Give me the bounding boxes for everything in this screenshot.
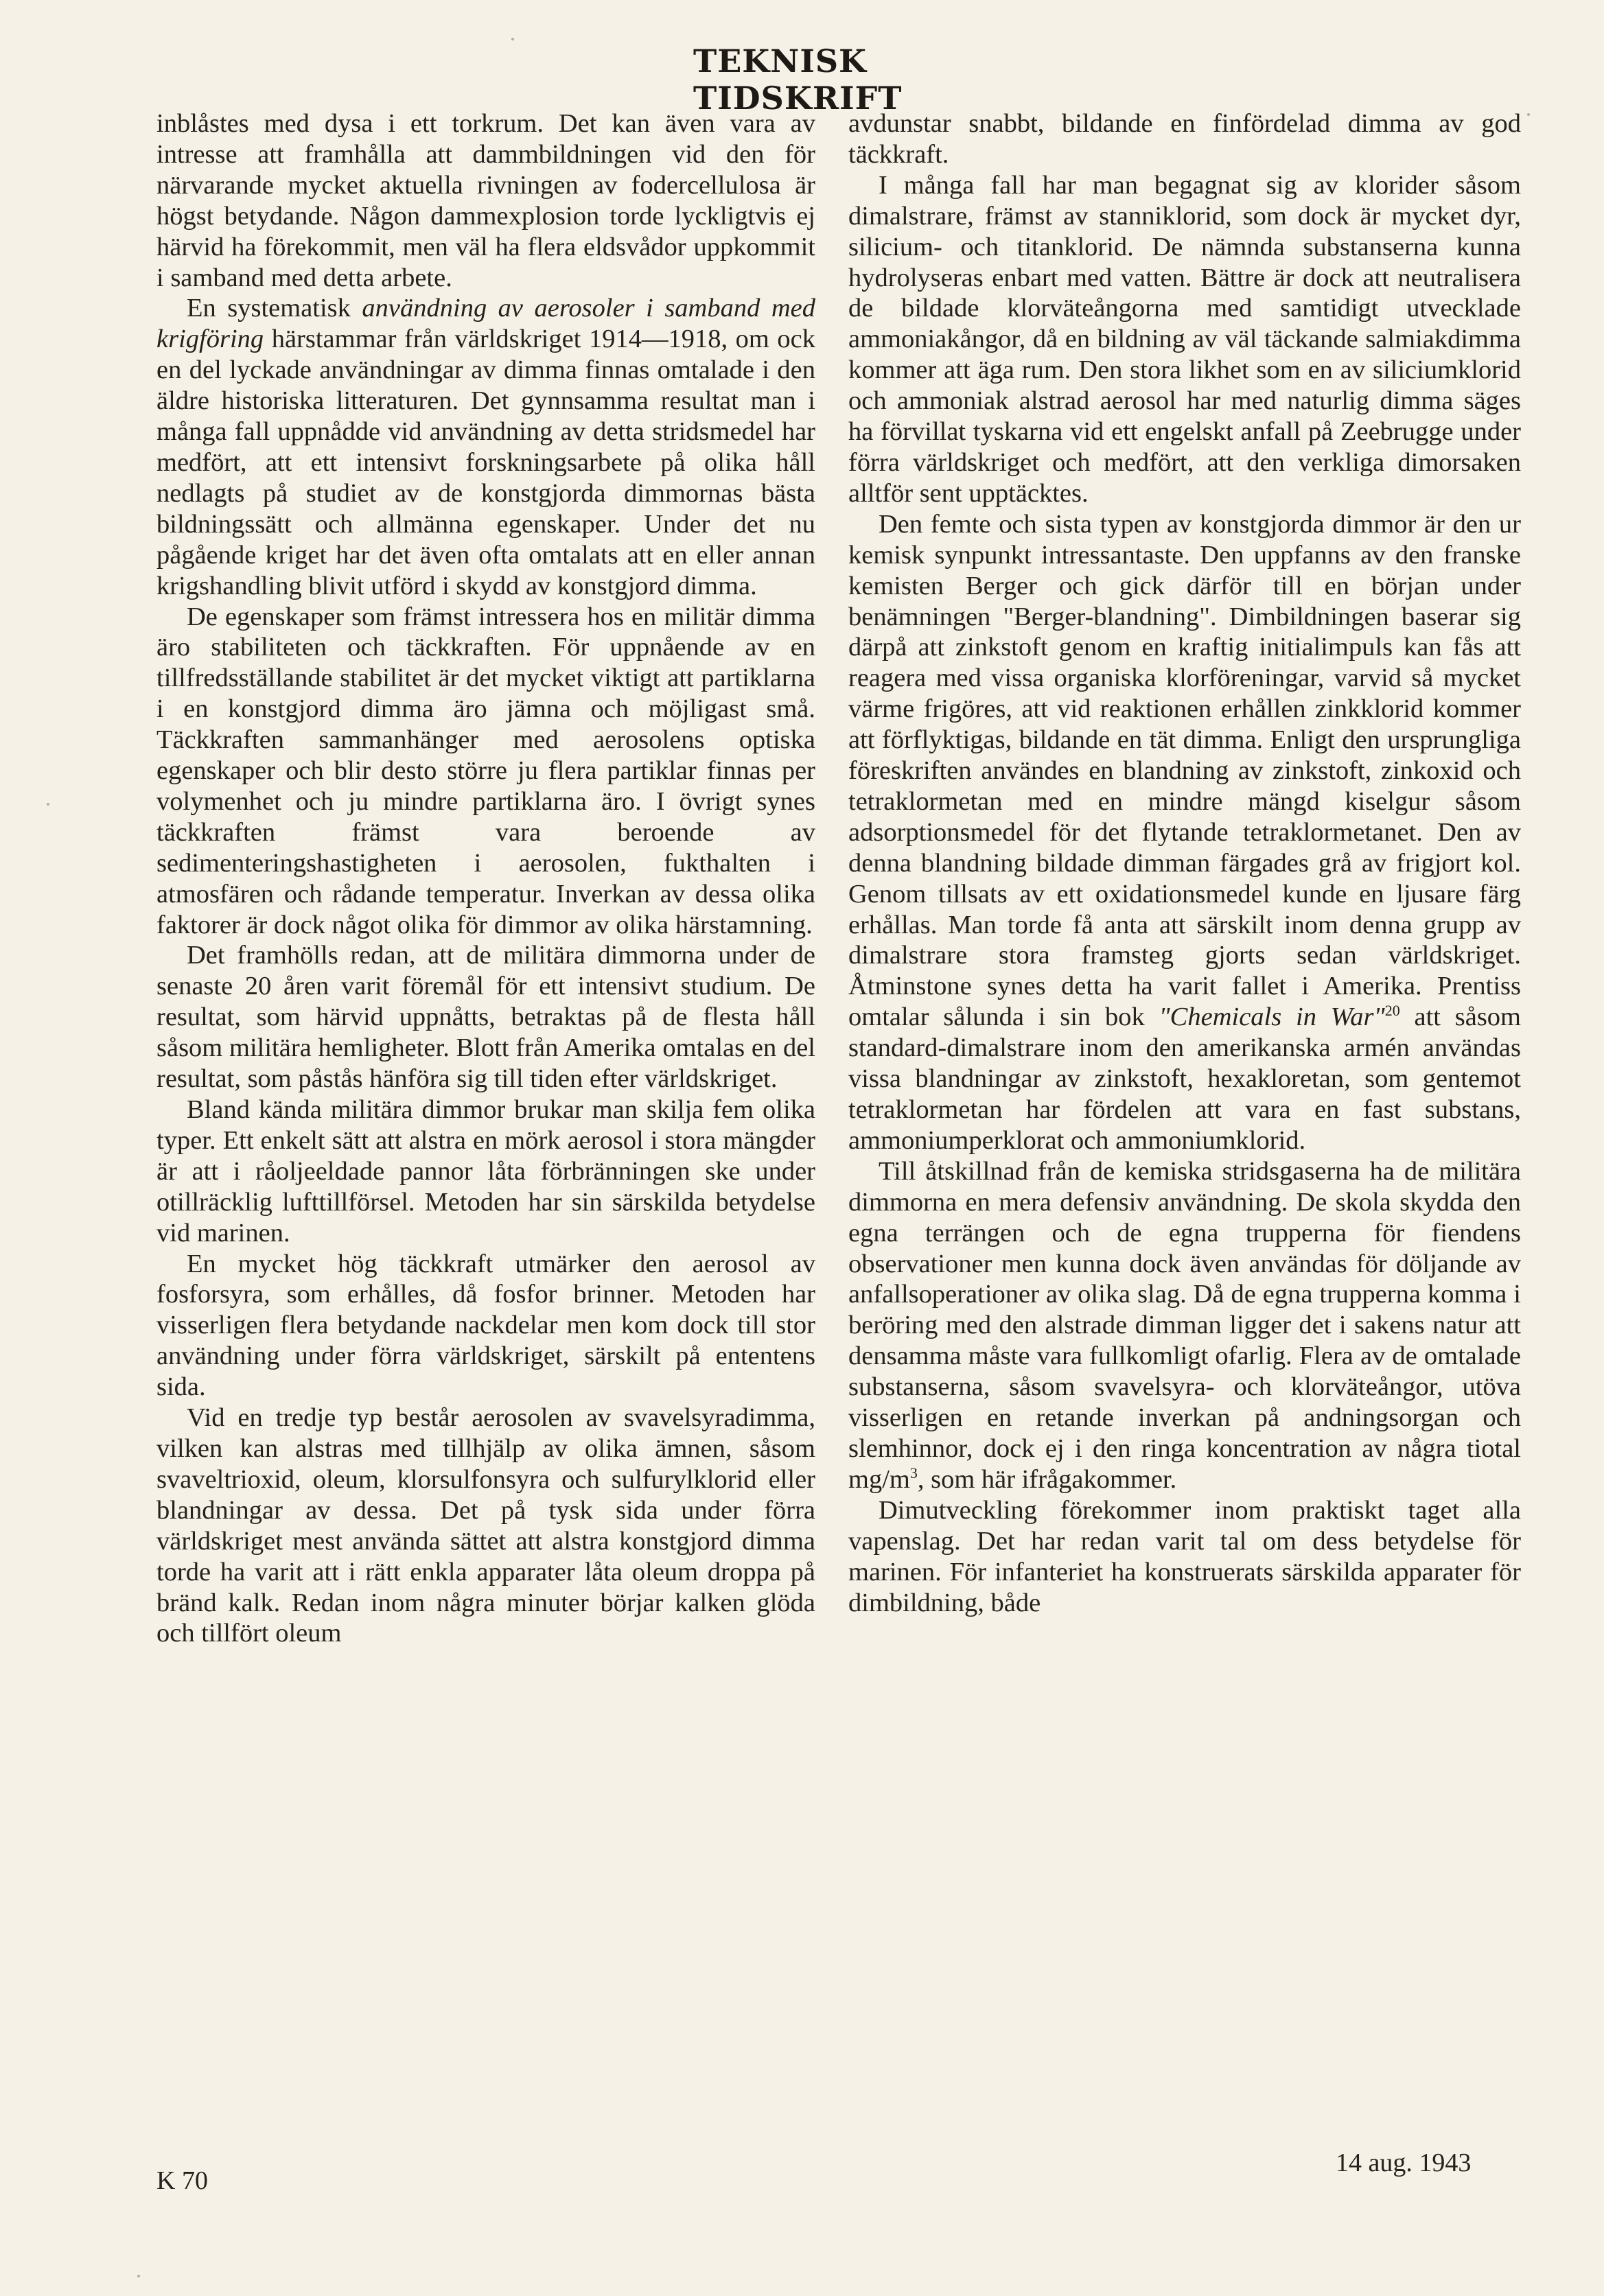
italic-phrase: användning av aerosoler i samband med krigföring xyxy=(156,294,815,354)
paragraph: Bland kända militära dimmor brukar man skilja fem olika typer. Ett enkelt sätt att alstra en mörk aerosol i stora mängder är att i råoljeeldade pannor låta förbränningen ske under otillräcklig lufttillförsel. Metoden har sin särskilda betydelse vid marinen. xyxy=(156,1095,815,1247)
running-header: TEKNISK TIDSKRIFT xyxy=(693,43,903,117)
scan-speck xyxy=(511,38,514,40)
paragraph: De egenskaper som främst intressera hos en militär dimma äro stabiliteten och täckkraften. För uppnående av en tillfredsställande stabilitet är det mycket viktigt att partiklarna i en konstgjord dimma äro jämna och möjligast små. Täckkraften sammanhänger med aerosolens optiska egenskaper och blir desto större ju flera partiklar finnas per volymenhet och ju mindre partiklarna äro. I övrigt synes täckkraften främst vara beroende av sedimenteringshastigheten i aerosolen, fukthalten i atmosfären och rådande temperatur. Inverkan av dessa olika faktorer är dock något olika för dimmor av olika härstamning. xyxy=(156,602,815,939)
paragraph xyxy=(848,1156,1521,1495)
scan-speck xyxy=(1527,113,1530,116)
text-run: härstammar från världskriget 1914—1918, om ock en del lyckade användningar av dimma finnas omtalade i den äldre historiska litteraturen. Det gynnsamma resultat man i många fall uppnådde vid användning av detta stridsmedel har medfört, att ett intensivt forskningsarbete på olika håll nedlagts på studiet av de konstgjorda dimmornas bästa bildningssätt och allmänna egenskaper. Under det nu pågående kriget har det även ofta omtalats att en eller annan krigshandling blivit utförd i skydd av konstgjord dimma. xyxy=(156,325,815,600)
footnote-ref: 20 xyxy=(1384,1002,1400,1020)
text-run: Den femte och sista typen av konstgjorda dimmor är den ur kemisk synpunkt intressantaste. Den uppfanns av den franske kemisten Berger och gick därför till en början under benämningen "Berger-blandning". Dimbildningen baserar sig därpå att zinkstoft genom en kraftig initialimpuls kan fås att reagera med vissa organiska klorföreningar, varvid så mycket värme frigöres, att vid reaktionen erhållen zinkklorid kommer att förflyktigas, bildande en tät dimma. Enligt den ursprungliga föreskriften användes en blandning av zinkstoft, zinkoxid och tetraklormetan med en mindre mängd kiselgur såsom adsorptionsmedel för det flytande tetraklormetanet. Den av denna blandning bildade dimman färgades grå av frigjort kol. Genom tillsats av ett oxidationsmedel kunde en ljusare färg erhållas. Man torde få anta att särskilt inom denna grupp av dimalstrare stora framsteg gjorts sedan världskriget. Åtminstone synes detta ha varit fallet i Amerika. Prentiss omtalar sålunda i sin bok xyxy=(848,509,1521,1032)
text-run: , som här ifrågakommer. xyxy=(917,1464,1177,1494)
paragraph xyxy=(156,293,815,601)
issue-date: 14 aug. 1943 xyxy=(1336,2148,1472,2177)
text-run: En systematisk xyxy=(187,294,362,323)
page-number: K 70 xyxy=(156,2166,208,2195)
paragraph: En mycket hög täckkraft utmärker den aerosol av fosforsyra, som erhålles, då fosfor brinner. Metoden har visserligen flera betydande nackdelar men kom dock till stor användning under förra världskriget, särskilt på ententens sida. xyxy=(156,1249,815,1402)
paragraph: inblåstes med dysa i ett torkrum. Det kan även vara av intresse att framhålla att dammbildningen vid den för närvarande mycket aktuella rivningen av fodercellulosa är högst betydande. Någon dammexplosion torde lyckligtvis ej härvid ha förekommit, men väl ha flera eldsvådor uppkommit i samband med detta arbete. xyxy=(156,109,815,292)
paragraph xyxy=(848,509,1521,1156)
paragraph: Dimutveckling förekommer inom praktiskt taget alla vapenslag. Det har redan varit tal om dess betydelse för marinen. För infanteriet ha konstruerats särskilda apparater för dimbildning, både xyxy=(848,1495,1521,1617)
paragraph: Det framhölls redan, att de militära dimmorna under de senaste 20 åren varit föremål för ett intensivt studium. De resultat, som härvid uppnåtts, betraktas på de flesta håll såsom militära hemligheter. Blott från Amerika omtalas en del resultat, som påstås hänföra sig till tiden efter världskriget. xyxy=(156,941,815,1094)
text-run: att såsom standard-dimalstrare inom den amerikanska armén användas vissa blandningar av zinkstoft, hexakloretan, som gentemot tetraklormetan har fördelen att vara en fast substans, ammoniumperklorat och ammoniumklorid. xyxy=(848,1003,1521,1155)
paragraph: avdunstar snabbt, bildande en finfördelad dimma av god täckkraft. xyxy=(848,109,1521,169)
superscript: 3 xyxy=(909,1464,918,1482)
paragraph: Vid en tredje typ består aerosolen av svavelsyradimma, vilken kan alstras med tillhjälp av olika ämnen, såsom svaveltrioxid, oleum, klorsulfonsyra och sulfurylklorid eller blandningar av dessa. Det på tysk sida under förra världskriget mest använda sättet att alstra konstgjord dimma torde ha varit att i rätt enkla apparater låta oleum droppa på bränd kalk. Redan inom några minuter börjar kalken glöda och tillfört oleum xyxy=(156,1403,815,1648)
scan-speck xyxy=(137,2275,140,2277)
right-column xyxy=(848,108,1521,1618)
paragraph: I många fall har man begagnat sig av klorider såsom dimalstrare, främst av stanniklorid, som dock är mycket dyr, silicium- och titanklorid. De nämnda substanserna kunna hydrolyseras enbart med vatten. Bättre är dock att neutralisera de bildade klorväteångorna med samtidigt utvecklade ammoniakångor, då en bildning av väl täckande salmiakdimma kommer att äga rum. Den stora likhet som en av siliciumklorid och ammoniak alstrad aerosol har med naturlig dimma säges ha förvillat tyskarna vid ett engelskt anfall på Zeebrugge under förra världskriget och medfört, att den verkliga dimorsaken alltför sent upptäcktes. xyxy=(848,170,1521,508)
book-title: "Chemicals in War" xyxy=(1159,1003,1385,1032)
scan-speck xyxy=(47,803,49,806)
text-run: Till åtskillnad från de kemiska stridsgaserna ha de militära dimmorna en mera defensiv användning. De skola skydda den egna terrängen och de egna trupperna för fiendens observationer men kunna dock även användas för döljande av anfallsoperationer av olika slag. Då de egna trupperna komma i beröring med den alstrade dimman ligger det i sakens natur att densamma måste vara fullkomligt ofarlig. Flera av de omtalade substanserna, såsom svavelsyra- och klorväteångor, utöva visserligen en retande inverkan på andningsorgan och slemhinnor, dock ej i den ringa koncentration av några tiotal mg/m xyxy=(848,1156,1521,1494)
left-column xyxy=(156,108,815,1649)
